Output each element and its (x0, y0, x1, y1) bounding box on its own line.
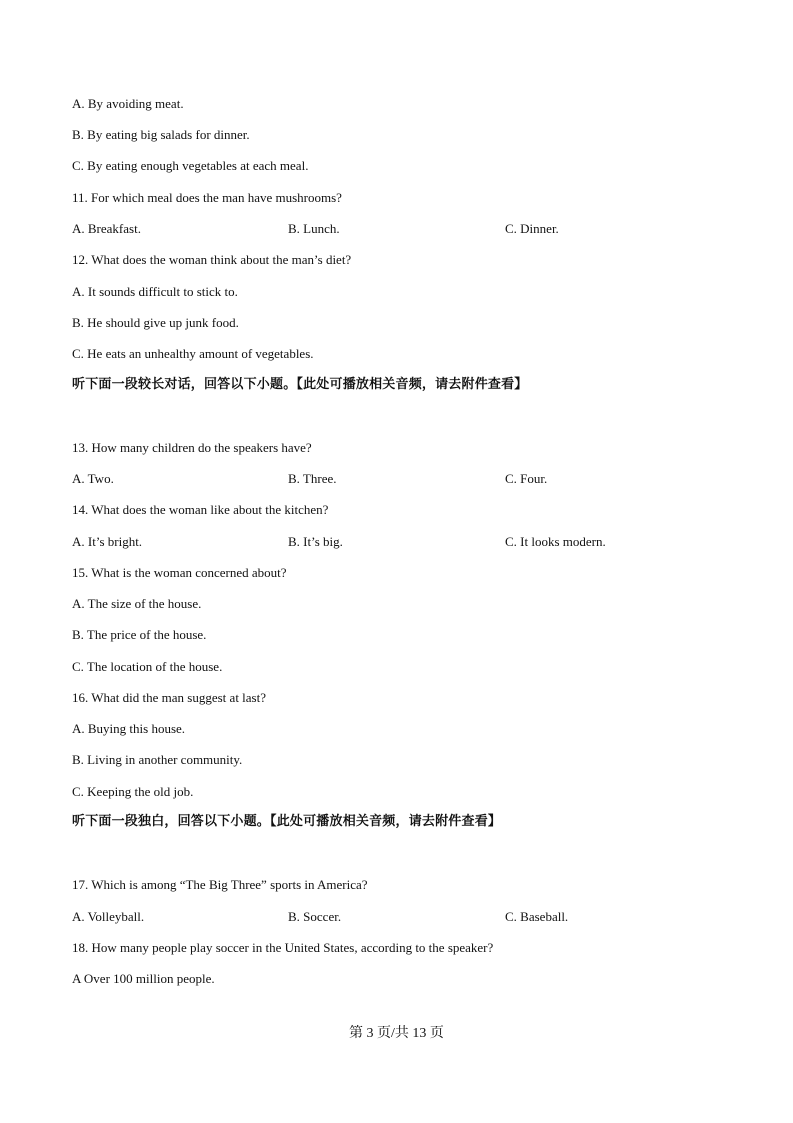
q17-option-b: B. Soccer. (288, 909, 342, 924)
question-13: 13. How many children do the speakers have? (72, 440, 312, 455)
q13-options (72, 471, 732, 487)
question-14: 14. What does the woman like about the kitchen? (72, 502, 329, 517)
q17-option-c: C. Baseball. (505, 909, 569, 924)
q12-option-b: B. He should give up junk food. (72, 315, 239, 330)
q12-option-c: C. He eats an unhealthy amount of vegetables. (72, 346, 314, 361)
question-15: 15. What is the woman concerned about? (72, 565, 287, 580)
q16-option-c: C. Keeping the old job. (72, 784, 194, 799)
q10-option-c: C. By eating enough vegetables at each meal. (72, 158, 309, 173)
q17-option-a: A. Volleyball. (72, 909, 145, 924)
q13-option-a: A. Two. (72, 471, 114, 486)
q12-option-a: A. It sounds difficult to stick to. (72, 284, 238, 299)
listening-instruction-monologue: 听下面一段独白，回答以下小题。【此处可播放相关音频，请去附件查看】 (72, 814, 502, 829)
q14-options (72, 534, 732, 550)
page-number-footer: 第 3 页/共 13 页 (349, 1026, 444, 1041)
question-11: 11. For which meal does the man have mushrooms? (72, 190, 342, 205)
q11-options (72, 221, 732, 237)
q16-option-b: B. Living in another community. (72, 752, 243, 767)
question-17: 17. Which is among “The Big Three” sports in America? (72, 877, 368, 892)
q11-option-b: B. Lunch. (288, 221, 340, 236)
q11-option-c: C. Dinner. (505, 221, 559, 236)
q14-option-b: B. It’s big. (288, 534, 343, 549)
q15-option-b: B. The price of the house. (72, 627, 207, 642)
q14-option-a: A. It’s bright. (72, 534, 143, 549)
q15-option-a: A. The size of the house. (72, 596, 202, 611)
question-16: 16. What did the man suggest at last? (72, 690, 266, 705)
q14-option-c: C. It looks modern. (505, 534, 606, 549)
listening-instruction-conversation: 听下面一段较长对话，回答以下小题。【此处可播放相关音频，请去附件查看】 (72, 377, 528, 392)
q16-option-a: A. Buying this house. (72, 721, 186, 736)
q10-option-a: A. By avoiding meat. (72, 96, 184, 111)
q15-option-c: C. The location of the house. (72, 659, 223, 674)
question-12: 12. What does the woman think about the man’s diet? (72, 252, 352, 267)
q11-option-a: A. Breakfast. (72, 221, 141, 236)
q17-options (72, 909, 732, 925)
q10-option-b: B. By eating big salads for dinner. (72, 127, 250, 142)
q13-option-b: B. Three. (288, 471, 337, 486)
q18-option-a: A Over 100 million people. (72, 971, 215, 986)
q13-option-c: C. Four. (505, 471, 548, 486)
question-18: 18. How many people play soccer in the United States, according to the speaker? (72, 940, 494, 955)
